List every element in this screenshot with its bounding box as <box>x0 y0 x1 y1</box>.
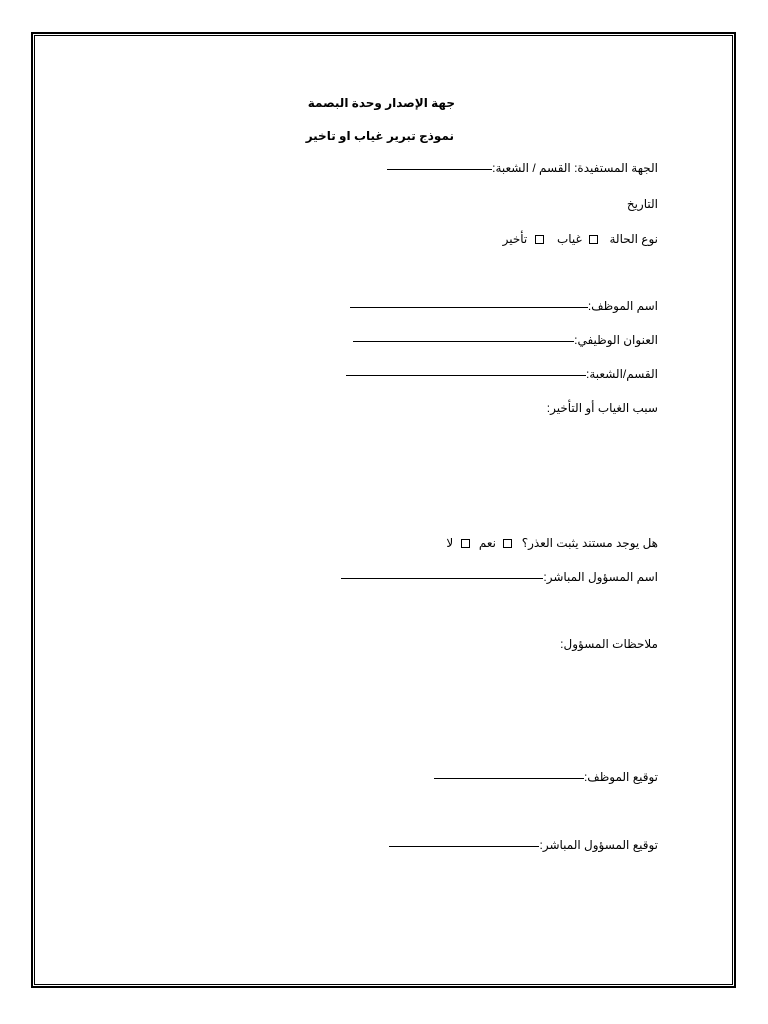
yes-option-label: نعم <box>478 536 497 550</box>
yes-checkbox[interactable] <box>503 539 512 548</box>
employee-name-label: اسم الموظف: <box>587 299 658 313</box>
absence-checkbox[interactable] <box>589 235 598 244</box>
manager-name-blank[interactable] <box>341 578 543 579</box>
date-label: التاريخ <box>626 197 658 211</box>
beneficiary-row <box>387 160 658 176</box>
manager-signature-blank[interactable] <box>389 846 539 847</box>
beneficiary-blank[interactable] <box>387 169 492 170</box>
manager-name-row <box>341 569 658 585</box>
employee-signature-row <box>434 769 658 785</box>
employee-signature-blank[interactable] <box>434 778 584 779</box>
reason-row <box>547 400 658 416</box>
case-type-label: نوع الحالة <box>609 232 658 246</box>
issuer-title: جهة الإصدار وحدة البصمة <box>307 96 455 110</box>
manager-signature-row <box>389 837 658 853</box>
manager-name-label: اسم المسؤول المباشر: <box>543 570 658 584</box>
manager-signature-label: توقيع المسؤول المباشر: <box>539 838 658 852</box>
no-option-label: لا <box>446 536 454 550</box>
beneficiary-label: الجهة المستفيدة: القسم / الشعبة: <box>492 161 658 175</box>
absence-option-label: غياب <box>556 232 582 246</box>
employee-name-row <box>350 298 658 314</box>
delay-option-label: تأخير <box>502 232 528 246</box>
employee-signature-label: توقيع الموظف: <box>583 770 658 784</box>
job-title-blank[interactable] <box>353 341 574 342</box>
reason-label: سبب الغياب أو التأخير: <box>546 401 658 415</box>
no-checkbox[interactable] <box>461 539 470 548</box>
case-type-row <box>503 231 658 247</box>
department-row <box>346 366 658 382</box>
delay-checkbox[interactable] <box>535 235 544 244</box>
employee-name-blank[interactable] <box>350 307 588 308</box>
manager-notes-label: ملاحظات المسؤول: <box>560 637 658 651</box>
document-question-label: هل يوجد مستند يثبت العذر؟ <box>521 536 658 550</box>
form-title: نموذج تبرير غياب او تاخير <box>305 129 454 143</box>
document-question-row <box>446 535 658 551</box>
department-label: القسم/الشعبة: <box>586 367 658 381</box>
manager-notes-row <box>560 636 658 652</box>
job-title-row <box>353 332 658 348</box>
date-row <box>627 196 658 212</box>
job-title-label: العنوان الوظيفي: <box>574 333 658 347</box>
department-blank[interactable] <box>346 375 586 376</box>
